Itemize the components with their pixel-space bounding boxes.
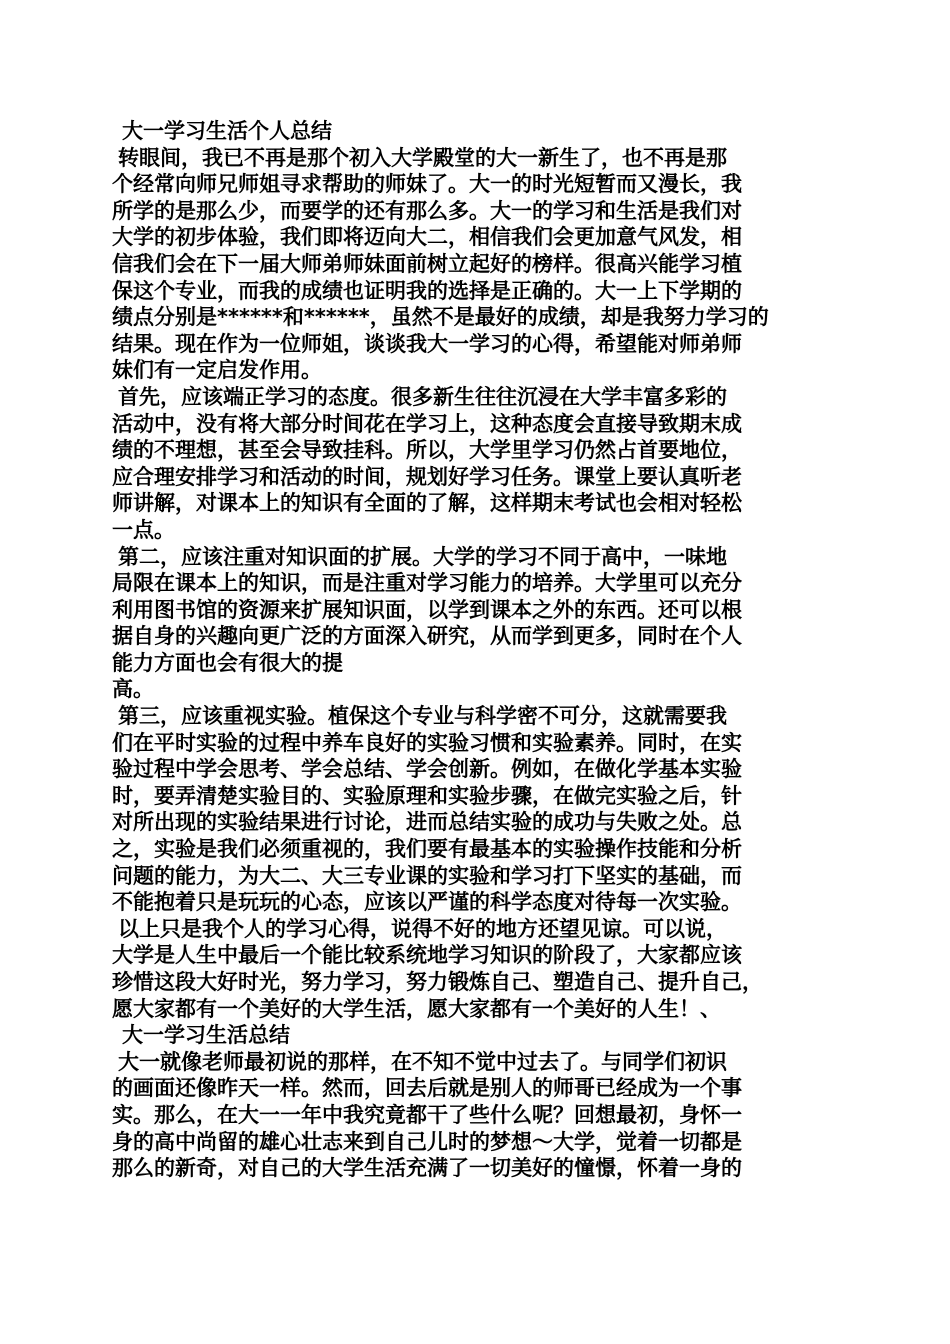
- document-title: 大一学习生活个人总结: [122, 119, 332, 143]
- paragraph-line: 那么的新奇，对自己的大学生活充满了一切美好的憧憬，怀着一身的: [112, 1156, 742, 1181]
- paragraph-line: 所学的是那么少，而要学的还有那么多。大一的学习和生活是我们对: [112, 198, 742, 223]
- paragraph-line: 转眼间，我已不再是那个初入大学殿堂的大一新生了，也不再是那: [118, 145, 727, 170]
- paragraph-line: 身的高中尚留的雄心壮志来到自己儿时的梦想～大学，觉着一切都是: [112, 1129, 742, 1154]
- paragraph-line: 时，要弄清楚实验目的、实验原理和实验步骤，在做完实验之后，针: [112, 783, 742, 808]
- paragraph-line: 局限在课本上的知识，而是注重对学习能力的培养。大学里可以充分: [112, 571, 742, 596]
- paragraph-line: 个经常向师兄师姐寻求帮助的师妹了。大一的时光短暂而又漫长，我: [112, 172, 742, 197]
- paragraph-line: 不能抱着只是玩玩的心态，应该以严谨的科学态度对待每一次实验。: [112, 890, 742, 915]
- paragraph-line: 愿大家都有一个美好的大学生活，愿大家都有一个美好的人生！、: [112, 996, 721, 1021]
- paragraph-line: 活动中，没有将大部分时间花在学习上，这种态度会直接导致期末成: [112, 411, 742, 436]
- paragraph-line: 信我们会在下一届大师弟师妹面前树立起好的榜样。很高兴能学习植: [112, 251, 742, 276]
- paragraph-line: 们在平时实验的过程中养车良好的实验习惯和实验素养。同时，在实: [112, 730, 742, 755]
- paragraph-line: 一点。: [112, 517, 175, 542]
- paragraph-line: 之，实验是我们必须重视的，我们要有最基本的实验操作技能和分析: [112, 837, 742, 862]
- paragraph-line: 应合理安排学习和活动的时间，规划好学习任务。课堂上要认真听老: [112, 464, 742, 489]
- paragraph-line: 以上只是我个人的学习心得，说得不好的地方还望见谅。可以说，: [118, 916, 727, 941]
- paragraph-line: 师讲解，对课本上的知识有全面的了解，这样期末考试也会相对轻松: [112, 491, 742, 516]
- paragraph-line: 验过程中学会思考、学会总结、学会创新。例如，在做化学基本实验: [112, 757, 742, 782]
- paragraph-line: 珍惜这段大好时光，努力学习，努力锻炼自己、塑造自己、提升自己，: [112, 970, 763, 994]
- paragraph-line: 绩点分别是******和******，虽然不是最好的成绩，却是我努力学习的: [112, 305, 769, 330]
- paragraph-line: 结果。现在作为一位师姐，谈谈我大一学习的心得，希望能对师弟师: [112, 331, 742, 356]
- paragraph-line: 问题的能力，为大二、大三专业课的实验和学习打下坚实的基础，而: [112, 863, 742, 888]
- paragraph-line: 大学是人生中最后一个能比较系统地学习知识的阶段了，大家都应该: [112, 943, 742, 968]
- paragraph-line: 首先，应该端正学习的态度。很多新生往往沉浸在大学丰富多彩的: [118, 384, 727, 409]
- paragraph-line: 利用图书馆的资源来扩展知识面，以学到课本之外的东西。还可以根: [112, 597, 742, 622]
- paragraph-line: 第二，应该注重对知识面的扩展。大学的学习不同于高中，一味地: [118, 544, 727, 569]
- paragraph-line: 对所出现的实验结果进行讨论，进而总结实验的成功与失败之处。总: [112, 810, 742, 835]
- paragraph-line: 保这个专业，而我的成绩也证明我的选择是正确的。大一上下学期的: [112, 278, 742, 303]
- paragraph-line: 妹们有一定启发作用。: [112, 358, 322, 383]
- document-page: [112, 118, 842, 1182]
- section-title: 大一学习生活总结: [122, 1023, 290, 1048]
- paragraph-line: 绩的不理想，甚至会导致挂科。所以，大学里学习仍然占首要地位，: [112, 438, 742, 463]
- paragraph-line: 据自身的兴趣向更广泛的方面深入研究，从而学到更多，同时在个人: [112, 624, 742, 649]
- paragraph-line: 高。: [112, 677, 154, 702]
- paragraph-line: 能力方面也会有很大的提: [112, 650, 343, 675]
- paragraph-line: 实。那么，在大一一年中我究竟都干了些什么呢？回想最初，身怀一: [112, 1102, 742, 1127]
- paragraph-line: 大学的初步体验，我们即将迈向大二，相信我们会更加意气风发，相: [112, 225, 742, 250]
- paragraph-line: 大一就像老师最初说的那样，在不知不觉中过去了。与同学们初识: [118, 1049, 727, 1074]
- paragraph-line: 第三，应该重视实验。植保这个专业与科学密不可分，这就需要我: [118, 704, 727, 729]
- paragraph-line: 的画面还像昨天一样。然而，回去后就是别人的师哥已经成为一个事: [112, 1076, 742, 1101]
